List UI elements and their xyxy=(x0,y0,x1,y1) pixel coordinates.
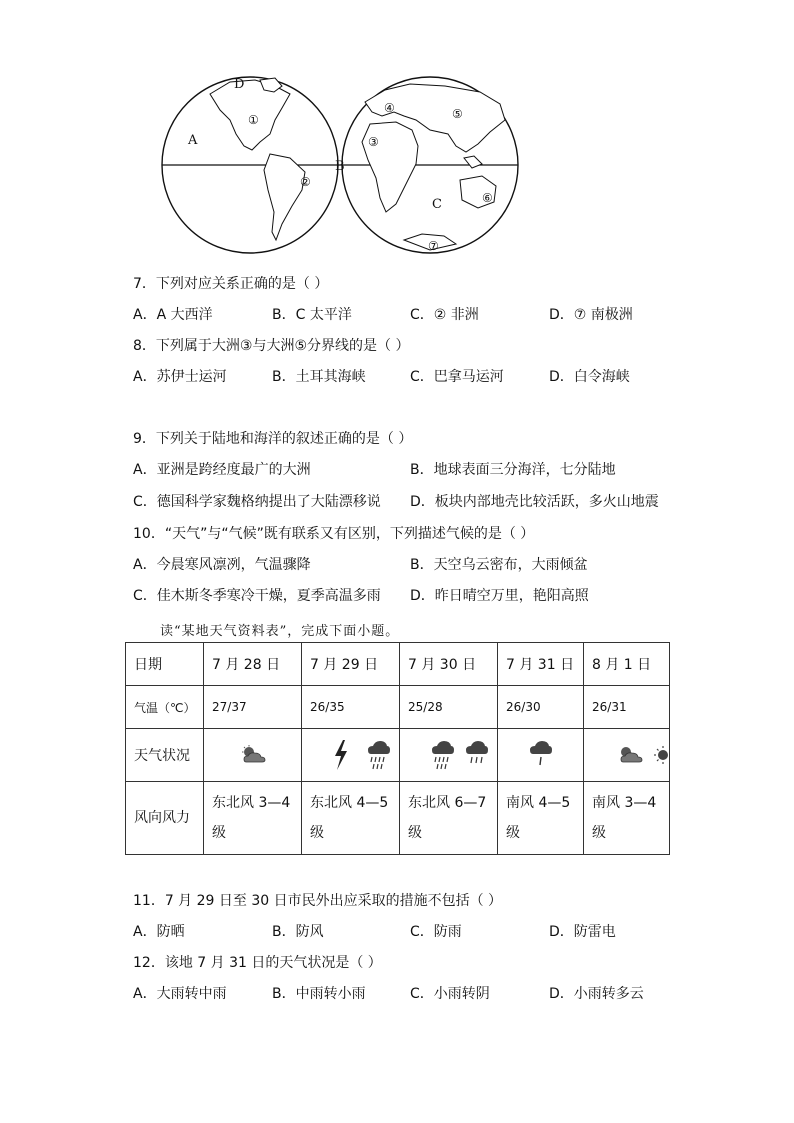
sun-icon xyxy=(653,745,669,765)
q12-option-a[interactable]: A．大雨转中雨 xyxy=(133,986,227,1002)
q7-option-d[interactable]: D．⑦ 南极洲 xyxy=(549,307,633,323)
header-conditions: 天气状况 xyxy=(126,729,204,782)
q11-option-b[interactable]: B．防风 xyxy=(272,924,324,940)
cloudy-sun-icon xyxy=(240,745,266,765)
q9-option-a[interactable]: A．亚洲是跨经度最广的大洲 xyxy=(133,462,311,478)
q8-option-c[interactable]: C．巴拿马运河 xyxy=(410,369,504,385)
q10-option-a[interactable]: A．今晨寒风凛冽，气温骤降 xyxy=(133,557,311,573)
table-row-temp xyxy=(126,686,670,729)
wind-direction: 南风 4—5 xyxy=(506,795,571,811)
q11-option-d[interactable]: D．防雷电 xyxy=(549,924,616,940)
heavy-rain-icon xyxy=(431,740,455,770)
table-row-wind xyxy=(126,782,670,855)
q12-option-b[interactable]: B．中雨转小雨 xyxy=(272,986,366,1002)
q7-option-a[interactable]: A．A 大西洋 xyxy=(133,307,213,323)
condition-cell xyxy=(584,729,670,782)
table-intro-note: 读“某地天气资料表”，完成下面小题。 xyxy=(160,624,400,639)
q10-option-b[interactable]: B．天空乌云密布，大雨倾盆 xyxy=(410,557,588,573)
label-D: D xyxy=(234,77,245,92)
date-cell: 8 月 1 日 xyxy=(584,643,670,686)
date-cell: 7 月 31 日 xyxy=(498,643,584,686)
wind-cell xyxy=(584,782,670,855)
question-12-stem: 12．该地 7 月 31 日的天气状况是（ ） xyxy=(133,955,382,971)
header-temperature: 气温（℃） xyxy=(126,686,204,729)
label-C: C xyxy=(432,197,442,212)
wind-direction: 南风 3—4 xyxy=(592,795,657,811)
wind-unit: 级 xyxy=(212,825,226,841)
temp-cell: 26/35 xyxy=(302,686,400,729)
question-7-stem: 7．下列对应关系正确的是（ ） xyxy=(133,276,329,292)
label-circle-7: ⑦ xyxy=(428,239,439,253)
light-rain-icon xyxy=(529,740,553,770)
wind-direction: 东北风 6—7 xyxy=(408,795,487,811)
temp-cell: 26/31 xyxy=(584,686,670,729)
q8-option-b[interactable]: B．土耳其海峡 xyxy=(272,369,366,385)
q10-option-c[interactable]: C．佳木斯冬季寒冷干燥，夏季高温多雨 xyxy=(133,588,381,604)
temp-cell: 26/30 xyxy=(498,686,584,729)
wind-cell xyxy=(498,782,584,855)
question-8-stem: 8．下列属于大洲③与大洲⑤分界线的是（ ） xyxy=(133,338,410,354)
q12-option-d[interactable]: D．小雨转多云 xyxy=(549,986,644,1002)
q11-option-c[interactable]: C．防雨 xyxy=(410,924,462,940)
wind-unit: 级 xyxy=(310,825,324,841)
moderate-rain-icon xyxy=(465,740,489,770)
wind-cell xyxy=(204,782,302,855)
q9-option-d[interactable]: D．板块内部地壳比较活跃，多火山地震 xyxy=(410,494,659,510)
cloudy-sun-icon xyxy=(617,745,643,765)
weather-table xyxy=(125,642,670,855)
q9-option-b[interactable]: B．地球表面三分海洋，七分陆地 xyxy=(410,462,616,478)
label-circle-3: ③ xyxy=(368,135,379,149)
label-circle-4: ④ xyxy=(384,101,395,115)
wind-cell xyxy=(400,782,498,855)
question-9-stem: 9．下列关于陆地和海洋的叙述正确的是（ ） xyxy=(133,431,413,447)
wind-unit: 级 xyxy=(592,825,606,841)
wind-unit: 级 xyxy=(408,825,422,841)
wind-unit: 级 xyxy=(506,825,520,841)
wind-cell xyxy=(302,782,400,855)
temp-cell: 27/37 xyxy=(204,686,302,729)
condition-cell xyxy=(400,729,498,782)
q7-option-c[interactable]: C．② 非洲 xyxy=(410,307,479,323)
q12-option-c[interactable]: C．小雨转阴 xyxy=(410,986,490,1002)
lightning-icon xyxy=(333,740,349,770)
wind-direction: 东北风 3—4 xyxy=(212,795,291,811)
wind-direction: 东北风 4—5 xyxy=(310,795,389,811)
table-row-conditions xyxy=(126,729,670,782)
q10-option-d[interactable]: D．昨日晴空万里，艳阳高照 xyxy=(410,588,589,604)
date-cell: 7 月 30 日 xyxy=(400,643,498,686)
label-circle-6: ⑥ xyxy=(482,191,493,205)
q8-option-d[interactable]: D．白令海峡 xyxy=(549,369,630,385)
q11-option-a[interactable]: A．防晒 xyxy=(133,924,185,940)
label-circle-5: ⑤ xyxy=(452,107,463,121)
condition-cell xyxy=(302,729,400,782)
date-cell: 7 月 28 日 xyxy=(204,643,302,686)
condition-cell xyxy=(498,729,584,782)
question-10-stem: 10．“天气”与“气候”既有联系又有区别，下列描述气候的是（ ） xyxy=(133,526,535,542)
temp-cell: 25/28 xyxy=(400,686,498,729)
label-B: B xyxy=(335,159,345,174)
heavy-rain-icon xyxy=(367,740,391,770)
label-circle-2: ② xyxy=(300,175,311,189)
world-map-figure xyxy=(160,72,520,262)
label-circle-1: ① xyxy=(248,113,259,127)
condition-cell xyxy=(204,729,302,782)
header-date: 日期 xyxy=(126,643,204,686)
hemisphere-map xyxy=(160,72,520,262)
question-11-stem: 11．7 月 29 日至 30 日市民外出应采取的措施不包括（ ） xyxy=(133,893,503,909)
q8-option-a[interactable]: A．苏伊士运河 xyxy=(133,369,227,385)
header-wind: 风向风力 xyxy=(126,782,204,855)
q9-option-c[interactable]: C．德国科学家魏格纳提出了大陆漂移说 xyxy=(133,494,381,510)
date-cell: 7 月 29 日 xyxy=(302,643,400,686)
table-row-date xyxy=(126,643,670,686)
q7-option-b[interactable]: B．C 太平洋 xyxy=(272,307,352,323)
label-A: A xyxy=(188,133,198,148)
